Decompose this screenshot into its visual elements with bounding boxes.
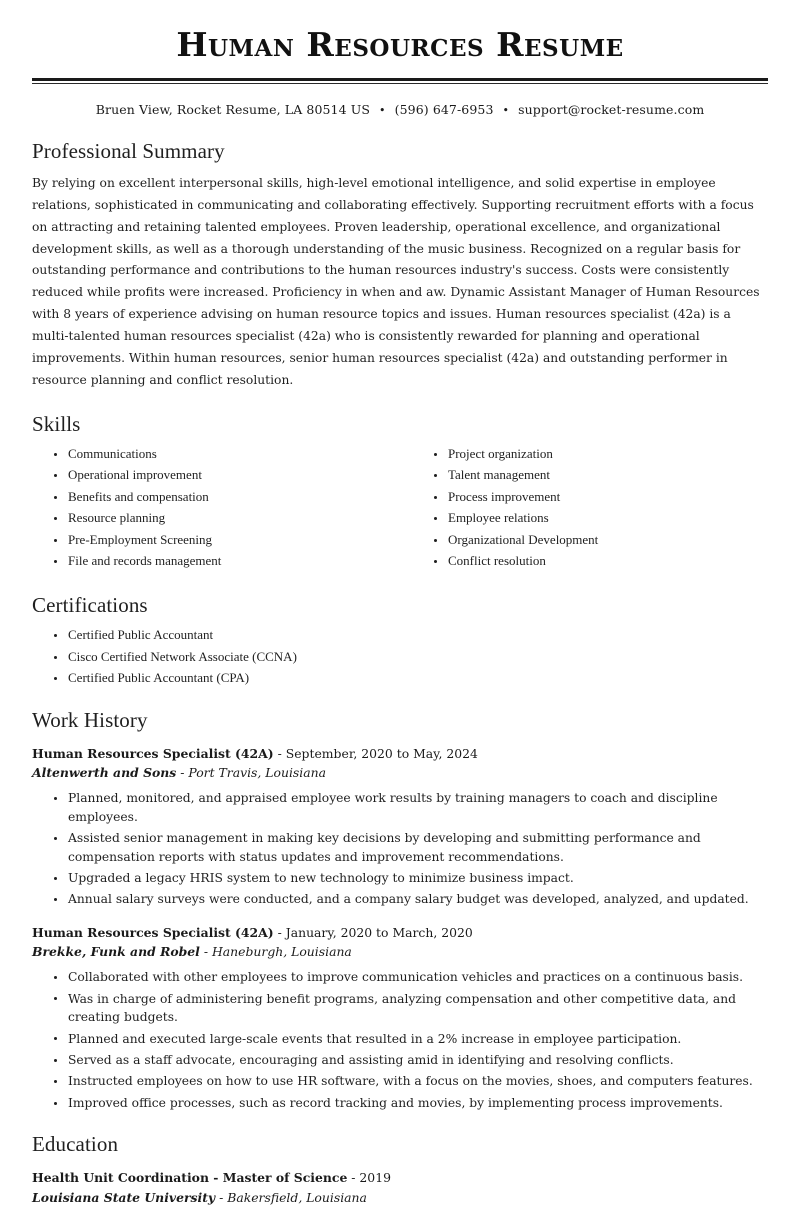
company-name: Brekke, Funk and Robel xyxy=(32,944,200,960)
school-location: Bakersfield, Louisiana xyxy=(227,1189,367,1205)
section-work-history xyxy=(32,708,768,1113)
education-entry xyxy=(32,1168,768,1206)
resume-page xyxy=(0,25,800,1205)
education-school-line xyxy=(32,1188,768,1207)
company-location: Haneburgh, Louisiana xyxy=(211,944,352,960)
list-item: Process improvement xyxy=(434,488,768,506)
list-item: Cisco Certified Network Associate (CCNA) xyxy=(54,648,768,666)
job-title: Human Resources Specialist (42A) xyxy=(32,745,274,761)
list-item: Employee relations xyxy=(434,509,768,527)
section-professional-summary xyxy=(32,139,768,392)
section-certifications xyxy=(32,593,768,687)
list-item: Planned, monitored, and appraised employee work results by training managers to coach and discipline employees. xyxy=(54,789,768,826)
dash-separator: - xyxy=(203,944,209,960)
work-entry-title-line xyxy=(32,744,768,763)
list-item: Upgraded a legacy HRIS system to new technology to minimize business impact. xyxy=(54,869,768,887)
work-entry-title-line xyxy=(32,923,768,942)
company-name: Altenwerth and Sons xyxy=(32,764,177,780)
skills-column-left xyxy=(32,437,400,574)
divider-thin-rule xyxy=(32,83,768,84)
list-item: Served as a staff advocate, encouraging and assisting amid in identifying and resolving conflicts. xyxy=(54,1051,768,1069)
header-divider xyxy=(32,78,768,84)
list-item: Communications xyxy=(54,445,400,463)
list-item: Planned and executed large-scale events that resulted in a 2% increase in employee participation. xyxy=(54,1030,768,1048)
list-item: Annual salary surveys were conducted, and a company salary budget was developed, analyzed, and updated. xyxy=(54,890,768,908)
work-entry-bullets xyxy=(32,968,768,1112)
contact-separator: • xyxy=(379,103,386,117)
work-entry xyxy=(32,923,768,1113)
school-name: Louisiana State University xyxy=(32,1189,216,1205)
dash-separator: - xyxy=(219,1189,224,1205)
dash-separator: - xyxy=(180,764,185,780)
contact-address: Bruen View, Rocket Resume, LA 80514 US xyxy=(95,101,371,117)
section-heading-education: Education xyxy=(32,1132,119,1157)
section-heading-work-history: Work History xyxy=(32,707,148,732)
job-title: Human Resources Specialist (42A) xyxy=(32,924,274,940)
section-education xyxy=(32,1132,768,1206)
work-entry-company-line xyxy=(32,763,768,782)
dash-separator: - xyxy=(351,1170,356,1186)
contact-phone: (596) 647-6953 xyxy=(394,101,494,117)
section-heading-certifications: Certifications xyxy=(32,593,148,618)
education-degree-line xyxy=(32,1168,768,1187)
list-item: File and records management xyxy=(54,552,400,570)
contact-email[interactable]: support@rocket-resume.com xyxy=(518,101,705,117)
list-item: Conflict resolution xyxy=(434,552,768,570)
section-skills xyxy=(32,412,768,574)
skills-list-left xyxy=(32,445,400,571)
list-item: Project organization xyxy=(434,445,768,463)
job-dates: September, 2020 to May, 2024 xyxy=(285,745,478,761)
degree-year: 2019 xyxy=(359,1170,391,1186)
dash-separator: - xyxy=(277,745,282,761)
list-item: Talent management xyxy=(434,466,768,484)
list-item: Improved office processes, such as record tracking and movies, by implementing process improvements. xyxy=(54,1094,768,1112)
skills-columns xyxy=(32,437,768,574)
list-item: Certified Public Accountant (CPA) xyxy=(54,669,768,687)
certifications-list xyxy=(32,626,768,687)
degree-name: Health Unit Coordination - Master of Science xyxy=(32,1170,348,1186)
list-item: Benefits and compensation xyxy=(54,488,400,506)
page-title: Human Resources Resume xyxy=(176,25,624,64)
list-item: Collaborated with other employees to improve communication vehicles and practices on a continuous basis. xyxy=(54,968,768,986)
list-item: Instructed employees on how to use HR software, with a focus on the movies, shoes, and computers features. xyxy=(54,1072,768,1090)
list-item: Was in charge of administering benefit programs, analyzing compensation and other competitive data, and creating budgets. xyxy=(54,990,768,1027)
list-item: Organizational Development xyxy=(434,531,768,549)
job-dates: January, 2020 to March, 2020 xyxy=(285,924,473,940)
dash-separator: - xyxy=(277,924,282,940)
company-location: Port Travis, Louisiana xyxy=(188,764,326,780)
contact-line xyxy=(32,102,768,117)
summary-paragraph: By relying on excellent interpersonal skills, high-level emotional intelligence, and solid expertise in employee relations, sophisticated in communicating and collaborating effectively. Supporting recruitment efforts with a focus on attracting and retaining talented employees. Proven leadership, operational excellence, and organizational development skills, as well as a thorough understanding of the music business. Recognized on a regular basis for outstanding performance and contributions to the human resources industry's success. Costs were consistently reduced while profits were increased. Proficiency in when and aw. Dynamic Assistant Manager of Human Resources with 8 years of experience advising on human resource topics and issues. Human resources specialist (42a) is a multi-talented human resources specialist (42a) who is consistently rewarded for planning and operational improvements. Within human resources, senior human resources specialist (42a) and outstanding performer in resource planning and conflict resolution. xyxy=(32,175,760,387)
contact-separator: • xyxy=(502,103,510,117)
section-heading-skills: Skills xyxy=(32,411,81,436)
list-item: Resource planning xyxy=(54,509,400,527)
skills-column-right xyxy=(400,437,768,574)
skills-list-right xyxy=(412,445,768,571)
section-heading-summary: Professional Summary xyxy=(32,138,225,163)
list-item: Operational improvement xyxy=(54,466,400,484)
list-item: Pre-Employment Screening xyxy=(54,531,400,549)
work-entry-bullets xyxy=(32,789,768,909)
list-item: Certified Public Accountant xyxy=(54,626,768,644)
list-item: Assisted senior management in making key decisions by developing and submitting performance and compensation reports with status updates and improvement recommendations. xyxy=(54,829,768,866)
work-entry-company-line xyxy=(32,942,768,961)
work-entry xyxy=(32,744,768,909)
